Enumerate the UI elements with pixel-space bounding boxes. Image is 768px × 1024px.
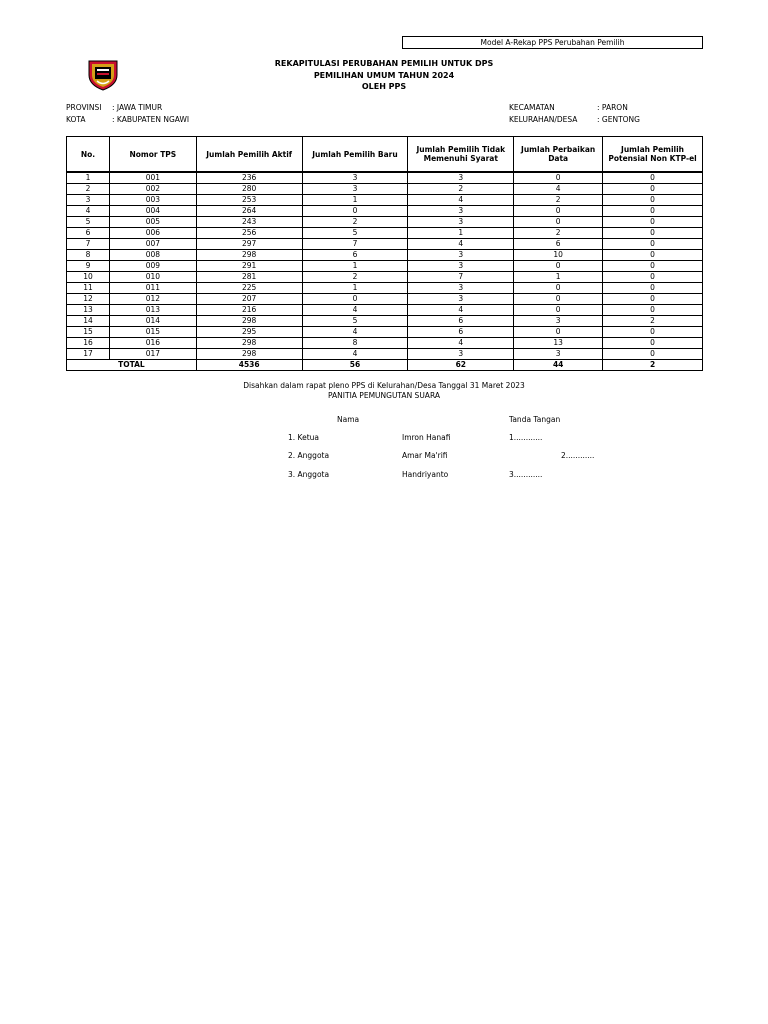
row-pemilih-aktif-cell: 264 [196, 206, 302, 217]
row-nomor-tps-cell: 007 [109, 239, 196, 250]
row-pemilih-baru-cell: 4 [302, 305, 408, 316]
row-no-cell: 13 [67, 305, 110, 316]
approval-block [180, 381, 588, 401]
row-no-cell: 11 [67, 283, 110, 294]
signature-role-1: 1. Ketua [288, 433, 319, 442]
approval-statement: Disahkan dalam rapat pleno PPS di Kelurahan/Desa Tanggal 31 Maret 2023 [243, 381, 525, 390]
row-nomor-tps-cell: 016 [109, 338, 196, 349]
table-row [67, 195, 703, 206]
row-pemilih-tms-cell: 3 [408, 283, 514, 294]
table-row [67, 349, 703, 360]
row-nomor-tps-cell: 006 [109, 228, 196, 239]
row-no-cell: 10 [67, 272, 110, 283]
row-no-cell: 15 [67, 327, 110, 338]
row-pemilih-aktif-cell: 281 [196, 272, 302, 283]
committee-name: PANITIA PEMUNGUTAN SUARA [328, 391, 440, 400]
row-pemilih-non-ktp-cell: 0 [603, 228, 703, 239]
signature-name-1: Imron Hanafi [402, 433, 451, 442]
row-pemilih-non-ktp-cell: 0 [603, 195, 703, 206]
table-row [67, 261, 703, 272]
row-nomor-tps-cell: 005 [109, 217, 196, 228]
row-perbaikan-data-cell: 3 [514, 349, 603, 360]
row-no-cell: 1 [67, 172, 110, 184]
row-perbaikan-data-cell: 6 [514, 239, 603, 250]
row-pemilih-aktif-cell: 243 [196, 217, 302, 228]
header-pemilih-aktif: Jumlah Pemilih Aktif [196, 137, 302, 173]
header-perbaikan-data: Jumlah Perbaikan Data [514, 137, 603, 173]
row-perbaikan-data-cell: 0 [514, 261, 603, 272]
header-pemilih-tms: Jumlah Pemilih Tidak Memenuhi Syarat [408, 137, 514, 173]
row-nomor-tps-cell: 014 [109, 316, 196, 327]
signature-name-header: Nama [337, 415, 360, 424]
row-nomor-tps-cell: 010 [109, 272, 196, 283]
row-pemilih-tms-cell: 3 [408, 206, 514, 217]
form-code-label: Model A-Rekap PPS Perubahan Pemilih [402, 36, 703, 49]
header-no: No. [67, 137, 110, 173]
row-pemilih-tms-cell: 4 [408, 305, 514, 316]
row-perbaikan-data-cell: 2 [514, 195, 603, 206]
table-row [67, 172, 703, 184]
row-pemilih-tms-cell: 3 [408, 294, 514, 305]
kecamatan-value: : PARON [597, 103, 628, 112]
row-pemilih-tms-cell: 3 [408, 250, 514, 261]
row-pemilih-baru-cell: 2 [302, 272, 408, 283]
row-no-cell: 3 [67, 195, 110, 206]
row-nomor-tps-cell: 013 [109, 305, 196, 316]
row-pemilih-non-ktp-cell: 0 [603, 327, 703, 338]
row-perbaikan-data-cell: 1 [514, 272, 603, 283]
header-nomor-tps: Nomor TPS [109, 137, 196, 173]
row-pemilih-tms-cell: 3 [408, 261, 514, 272]
row-pemilih-aktif-cell: 298 [196, 349, 302, 360]
row-pemilih-tms-cell: 3 [408, 172, 514, 184]
header-pemilih-baru: Jumlah Pemilih Baru [302, 137, 408, 173]
row-pemilih-aktif-cell: 256 [196, 228, 302, 239]
row-pemilih-non-ktp-cell: 0 [603, 250, 703, 261]
row-no-cell: 6 [67, 228, 110, 239]
kelurahan-value: : GENTONG [597, 115, 640, 124]
row-pemilih-tms-cell: 3 [408, 217, 514, 228]
row-pemilih-baru-cell: 4 [302, 349, 408, 360]
row-pemilih-baru-cell: 6 [302, 250, 408, 261]
row-no-cell: 12 [67, 294, 110, 305]
row-pemilih-non-ktp-cell: 0 [603, 283, 703, 294]
row-nomor-tps-cell: 008 [109, 250, 196, 261]
title-line-3: OLEH PPS [361, 82, 407, 91]
row-pemilih-aktif-cell: 298 [196, 316, 302, 327]
signature-role-2: 2. Anggota [288, 451, 330, 460]
row-perbaikan-data-cell: 0 [514, 172, 603, 184]
kecamatan-label: KECAMATAN [509, 103, 555, 112]
row-nomor-tps-cell: 002 [109, 184, 196, 195]
meta-right [509, 102, 699, 128]
row-pemilih-non-ktp-cell: 2 [603, 316, 703, 327]
row-no-cell: 14 [67, 316, 110, 327]
row-perbaikan-data-cell: 10 [514, 250, 603, 261]
row-pemilih-tms-cell: 7 [408, 272, 514, 283]
row-nomor-tps-cell: 009 [109, 261, 196, 272]
row-no-cell: 9 [67, 261, 110, 272]
row-pemilih-aktif-cell: 207 [196, 294, 302, 305]
signature-name-2: Amar Ma'rifi [402, 451, 448, 460]
table-row [67, 316, 703, 327]
row-pemilih-non-ktp-cell: 0 [603, 239, 703, 250]
row-no-cell: 4 [67, 206, 110, 217]
row-pemilih-tms-cell: 3 [408, 349, 514, 360]
row-pemilih-baru-cell: 2 [302, 217, 408, 228]
row-no-cell: 7 [67, 239, 110, 250]
provinsi-label: PROVINSI [66, 103, 102, 112]
row-no-cell: 16 [67, 338, 110, 349]
row-pemilih-non-ktp-cell: 0 [603, 172, 703, 184]
row-perbaikan-data-cell: 4 [514, 184, 603, 195]
row-pemilih-baru-cell: 3 [302, 184, 408, 195]
row-pemilih-baru-cell: 5 [302, 316, 408, 327]
recap-table [66, 136, 703, 371]
row-pemilih-aktif-cell: 225 [196, 283, 302, 294]
row-pemilih-aktif-cell: 253 [196, 195, 302, 206]
signature-line-2: 2............ [561, 451, 595, 460]
row-pemilih-tms-cell: 6 [408, 327, 514, 338]
header-pemilih-non-ktp: Jumlah Pemilih Potensial Non KTP-el [603, 137, 703, 173]
row-pemilih-baru-cell: 1 [302, 261, 408, 272]
table-row [67, 272, 703, 283]
table-row [67, 239, 703, 250]
row-pemilih-tms-cell: 6 [408, 316, 514, 327]
row-pemilih-non-ktp-cell: 0 [603, 305, 703, 316]
table-row [67, 206, 703, 217]
row-perbaikan-data-cell: 0 [514, 294, 603, 305]
row-pemilih-non-ktp-cell: 0 [603, 349, 703, 360]
row-pemilih-baru-cell: 1 [302, 283, 408, 294]
row-pemilih-non-ktp-cell: 0 [603, 294, 703, 305]
row-pemilih-non-ktp-cell: 0 [603, 184, 703, 195]
total-pemilih-tms: 62 [408, 360, 514, 371]
row-nomor-tps-cell: 004 [109, 206, 196, 217]
table-row [67, 283, 703, 294]
row-nomor-tps-cell: 011 [109, 283, 196, 294]
table-row [67, 184, 703, 195]
table-row [67, 338, 703, 349]
row-no-cell: 2 [67, 184, 110, 195]
row-pemilih-aktif-cell: 298 [196, 250, 302, 261]
kpu-logo-icon [86, 57, 120, 91]
signature-line-1: 1............ [509, 433, 543, 442]
kota-label: KOTA [66, 115, 86, 124]
row-perbaikan-data-cell: 0 [514, 206, 603, 217]
kelurahan-label: KELURAHAN/DESA [509, 115, 578, 124]
row-pemilih-baru-cell: 4 [302, 327, 408, 338]
row-pemilih-non-ktp-cell: 0 [603, 217, 703, 228]
row-pemilih-baru-cell: 0 [302, 294, 408, 305]
row-pemilih-aktif-cell: 298 [196, 338, 302, 349]
table-header-row [67, 137, 703, 173]
total-pemilih-baru: 56 [302, 360, 408, 371]
title-line-1: REKAPITULASI PERUBAHAN PEMILIH UNTUK DPS [274, 59, 494, 68]
signature-sign-header: Tanda Tangan [509, 415, 561, 424]
row-pemilih-aktif-cell: 216 [196, 305, 302, 316]
row-perbaikan-data-cell: 3 [514, 316, 603, 327]
table-row [67, 217, 703, 228]
table-row [67, 305, 703, 316]
row-perbaikan-data-cell: 0 [514, 283, 603, 294]
row-perbaikan-data-cell: 2 [514, 228, 603, 239]
row-perbaikan-data-cell: 0 [514, 305, 603, 316]
table-row [67, 294, 703, 305]
meta-left [66, 102, 266, 128]
row-no-cell: 17 [67, 349, 110, 360]
row-pemilih-non-ktp-cell: 0 [603, 206, 703, 217]
row-pemilih-baru-cell: 8 [302, 338, 408, 349]
row-pemilih-baru-cell: 5 [302, 228, 408, 239]
row-nomor-tps-cell: 017 [109, 349, 196, 360]
table-body [67, 172, 703, 360]
row-pemilih-tms-cell: 1 [408, 228, 514, 239]
row-pemilih-aktif-cell: 291 [196, 261, 302, 272]
row-nomor-tps-cell: 012 [109, 294, 196, 305]
row-pemilih-aktif-cell: 297 [196, 239, 302, 250]
row-pemilih-tms-cell: 4 [408, 338, 514, 349]
title-line-2: PEMILIHAN UMUM TAHUN 2024 [313, 70, 455, 80]
row-pemilih-tms-cell: 4 [408, 239, 514, 250]
total-row [67, 360, 703, 371]
row-pemilih-aktif-cell: 295 [196, 327, 302, 338]
row-pemilih-non-ktp-cell: 0 [603, 261, 703, 272]
row-perbaikan-data-cell: 0 [514, 327, 603, 338]
row-nomor-tps-cell: 003 [109, 195, 196, 206]
signature-role-3: 3. Anggota [288, 470, 330, 479]
total-perbaikan-data: 44 [514, 360, 603, 371]
table-row [67, 327, 703, 338]
table-row [67, 250, 703, 261]
kota-value: : KABUPATEN NGAWI [112, 115, 190, 124]
signature-name-3: Handriyanto [402, 470, 449, 479]
row-pemilih-tms-cell: 4 [408, 195, 514, 206]
row-pemilih-baru-cell: 0 [302, 206, 408, 217]
row-nomor-tps-cell: 015 [109, 327, 196, 338]
signature-line-3: 3............ [509, 470, 543, 479]
row-pemilih-aktif-cell: 280 [196, 184, 302, 195]
row-no-cell: 8 [67, 250, 110, 261]
row-pemilih-aktif-cell: 236 [196, 172, 302, 184]
total-pemilih-non-ktp: 2 [603, 360, 703, 371]
row-perbaikan-data-cell: 0 [514, 217, 603, 228]
row-pemilih-baru-cell: 1 [302, 195, 408, 206]
row-pemilih-non-ktp-cell: 0 [603, 272, 703, 283]
row-pemilih-baru-cell: 7 [302, 239, 408, 250]
total-pemilih-aktif: 4536 [196, 360, 302, 371]
document-title [230, 58, 538, 93]
row-pemilih-tms-cell: 2 [408, 184, 514, 195]
row-perbaikan-data-cell: 13 [514, 338, 603, 349]
row-nomor-tps-cell: 001 [109, 172, 196, 184]
row-pemilih-baru-cell: 3 [302, 172, 408, 184]
row-no-cell: 5 [67, 217, 110, 228]
total-label: TOTAL [67, 360, 197, 371]
provinsi-value: : JAWA TIMUR [112, 103, 163, 112]
row-pemilih-non-ktp-cell: 0 [603, 338, 703, 349]
table-row [67, 228, 703, 239]
